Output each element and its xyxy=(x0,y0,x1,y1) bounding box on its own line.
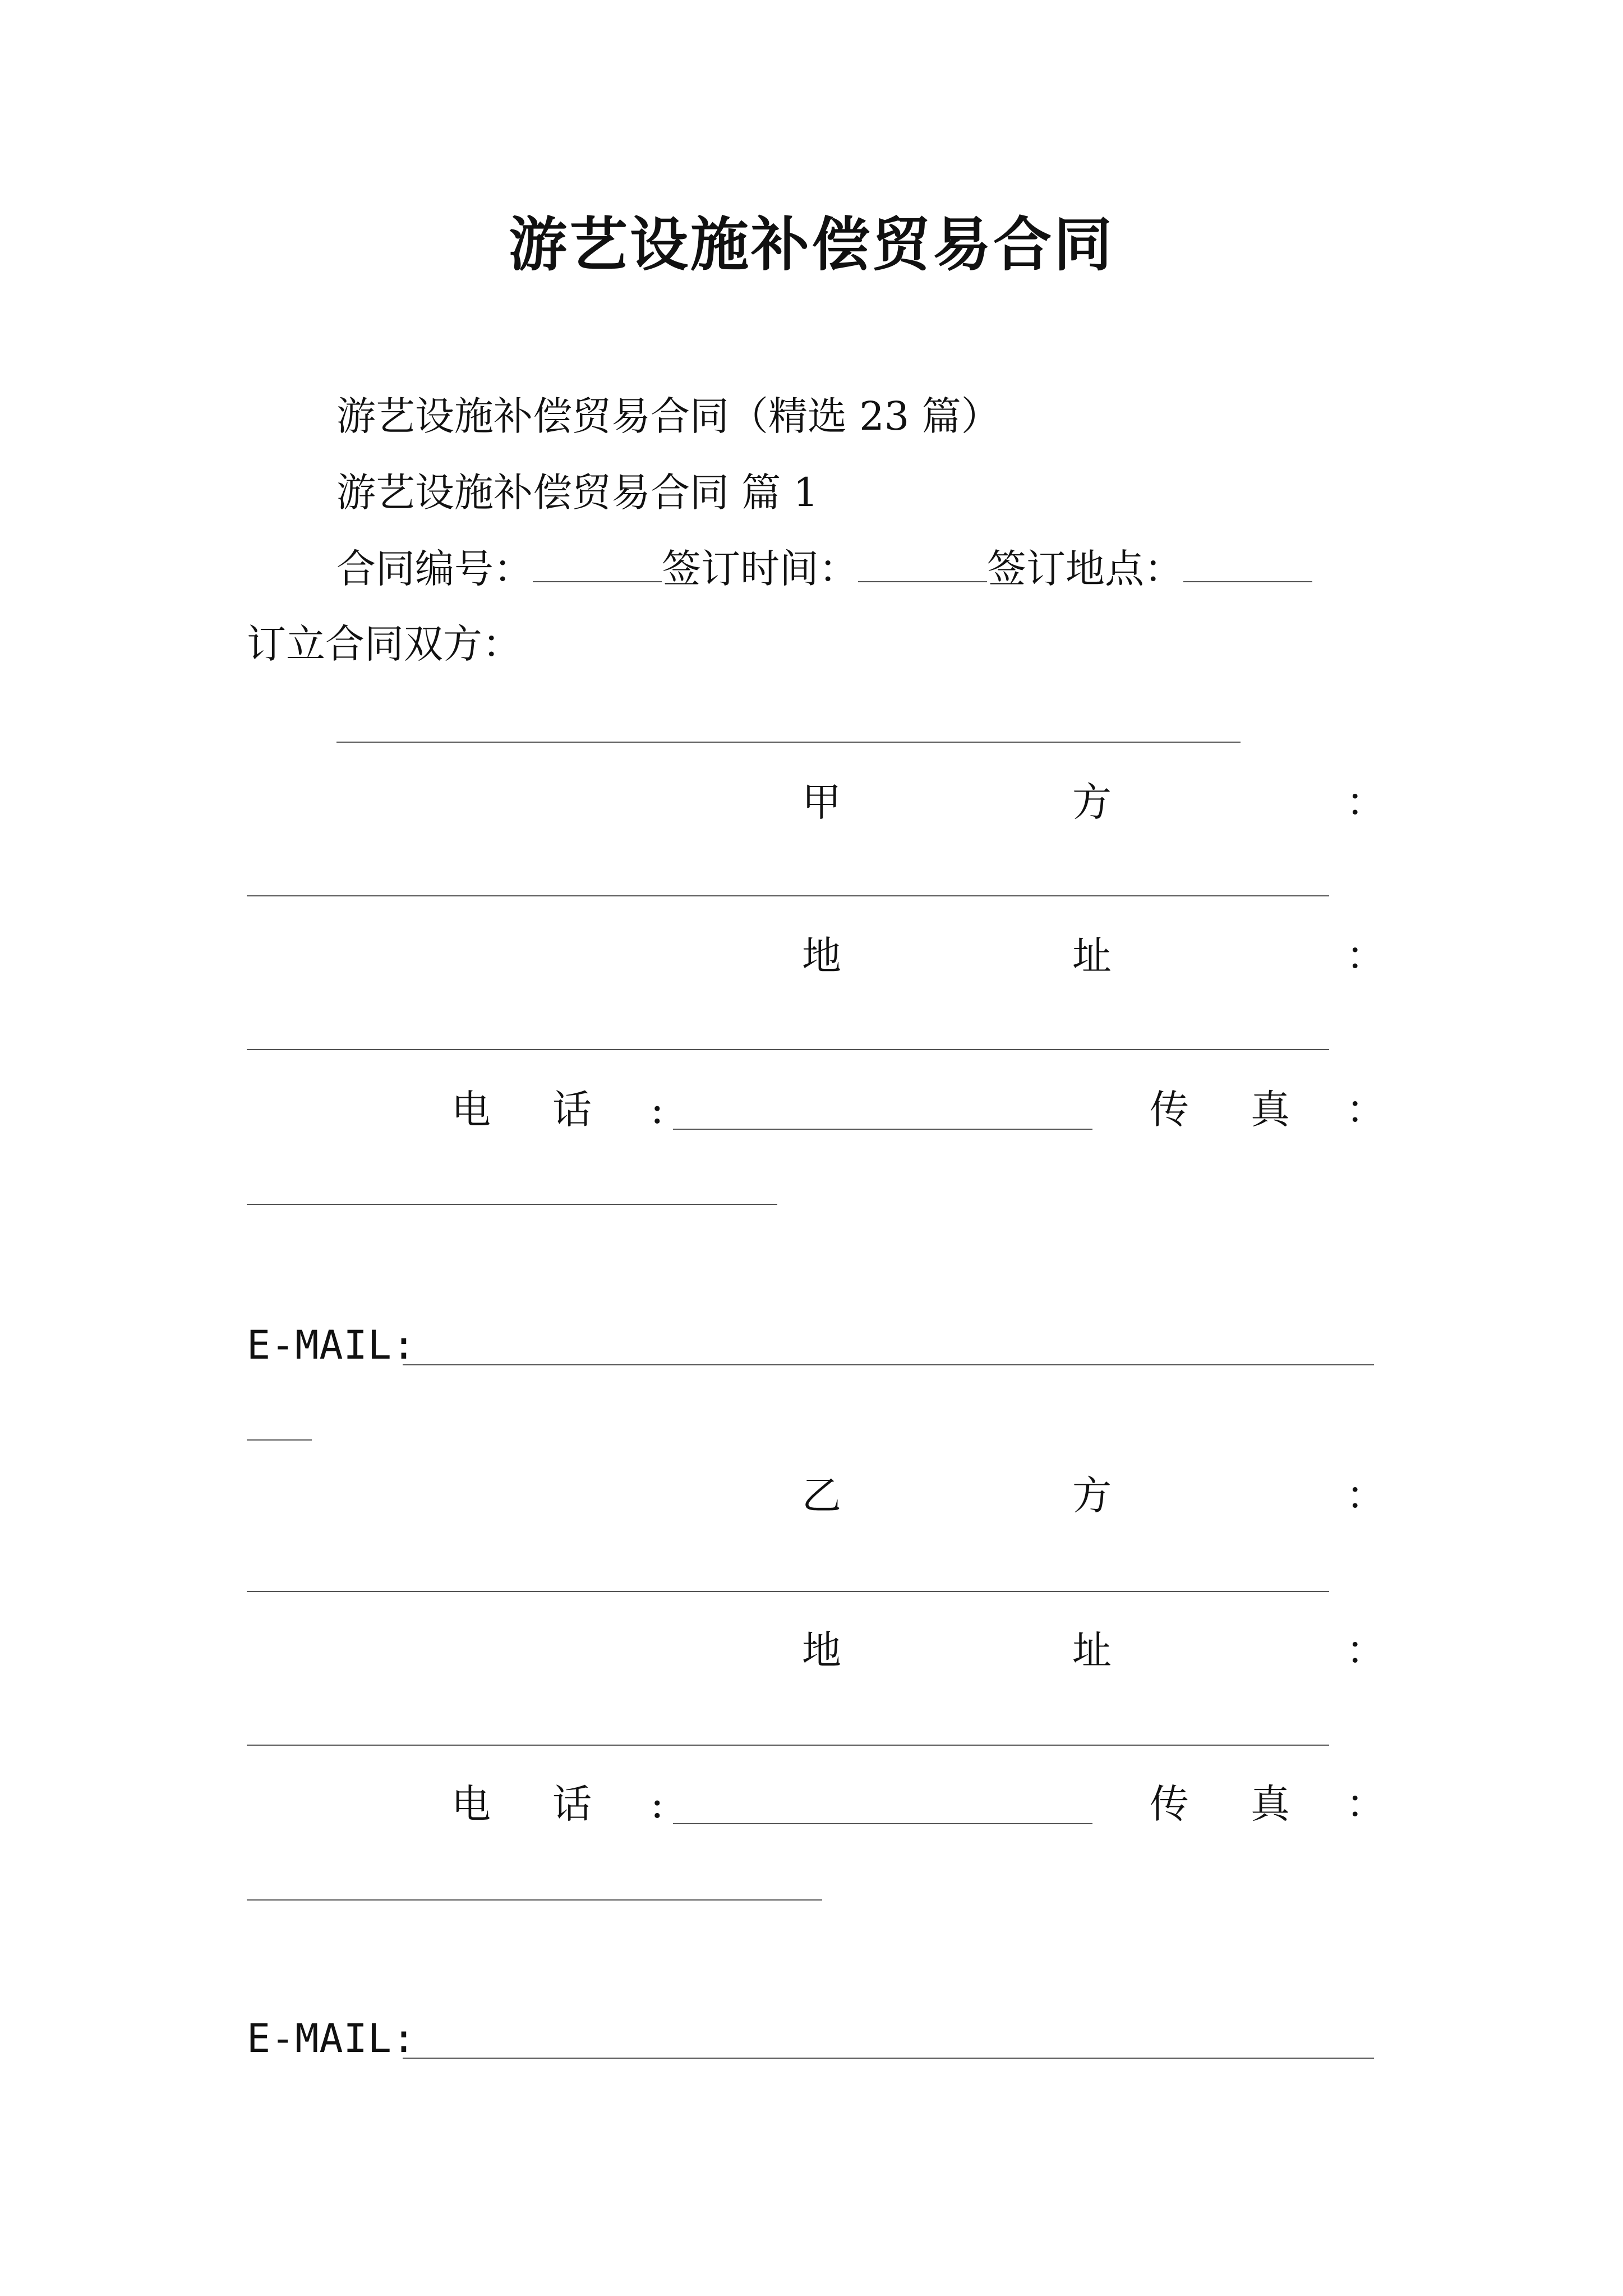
party-b-address-colon: ： xyxy=(1346,1627,1385,1673)
party-a-email-field-continued[interactable] xyxy=(247,1439,312,1441)
party-a-address-char-1: 地 xyxy=(802,933,841,979)
party-b-fax-char-2: 真 xyxy=(1251,1781,1290,1827)
party-b-phone-char-1: 电 xyxy=(451,1781,491,1827)
sign-time-label: 签订时间： xyxy=(662,546,858,592)
party-b-email-field[interactable] xyxy=(403,2058,1374,2059)
party-b-phone-field[interactable] xyxy=(673,1823,1092,1824)
party-a-phone-char-1: 电 xyxy=(451,1087,491,1133)
party-b-address-char-2: 址 xyxy=(1072,1627,1112,1673)
party-a-address-colon: ： xyxy=(1346,933,1385,979)
party-a-address-field[interactable] xyxy=(247,1049,1329,1050)
party-a-phone-char-2: 话 xyxy=(552,1087,592,1133)
party-b-label-char-1: 乙 xyxy=(802,1473,841,1519)
party-a-phone-colon: : xyxy=(651,1087,664,1133)
party-b-email-label: E-MAIL: xyxy=(247,2016,417,2062)
party-b-address-field[interactable] xyxy=(247,1745,1329,1746)
party-a-label-char-1: 甲 xyxy=(802,779,841,825)
party-b-fax-field[interactable] xyxy=(247,1899,822,1901)
party-b-label-char-2: 方 xyxy=(1072,1473,1112,1519)
party-a-email-field[interactable] xyxy=(403,1364,1374,1365)
party-a-name-field[interactable] xyxy=(247,895,1329,896)
sign-place-label: 签订地点： xyxy=(987,546,1183,592)
parties-intro-blank[interactable] xyxy=(336,742,1241,743)
party-a-fax-colon: ： xyxy=(1346,1087,1385,1133)
party-a-address-char-2: 址 xyxy=(1072,933,1112,979)
sign-time-field[interactable] xyxy=(858,549,987,582)
party-b-phone-colon: : xyxy=(651,1781,664,1827)
contract-number-label: 合同编号： xyxy=(336,546,533,592)
party-b-label-colon: ： xyxy=(1346,1473,1385,1519)
contract-meta-line xyxy=(336,542,1312,596)
contract-number-field[interactable] xyxy=(533,549,662,582)
sign-place-field[interactable] xyxy=(1183,549,1312,582)
document-subtitle: 游艺设施补偿贸易合同（精选 23 篇） xyxy=(336,393,1000,439)
party-a-fax-field[interactable] xyxy=(247,1204,777,1205)
party-b-phone-char-2: 话 xyxy=(552,1781,592,1827)
document-title: 游艺设施补偿贸易合同 xyxy=(508,210,1114,279)
party-a-email-label: E-MAIL: xyxy=(247,1322,417,1368)
party-a-phone-field[interactable] xyxy=(673,1129,1092,1130)
party-b-name-field[interactable] xyxy=(247,1591,1329,1592)
section-heading: 游艺设施补偿贸易合同 篇 1 xyxy=(336,470,819,516)
party-b-address-char-1: 地 xyxy=(802,1627,841,1673)
party-a-fax-char-1: 传 xyxy=(1150,1087,1189,1133)
party-a-label-colon: ： xyxy=(1346,779,1385,825)
party-b-fax-colon: ： xyxy=(1346,1781,1385,1827)
party-b-fax-char-1: 传 xyxy=(1150,1781,1189,1827)
parties-intro: 订立合同双方： xyxy=(247,621,522,667)
party-a-fax-char-2: 真 xyxy=(1251,1087,1290,1133)
party-a-label-char-2: 方 xyxy=(1072,779,1112,825)
